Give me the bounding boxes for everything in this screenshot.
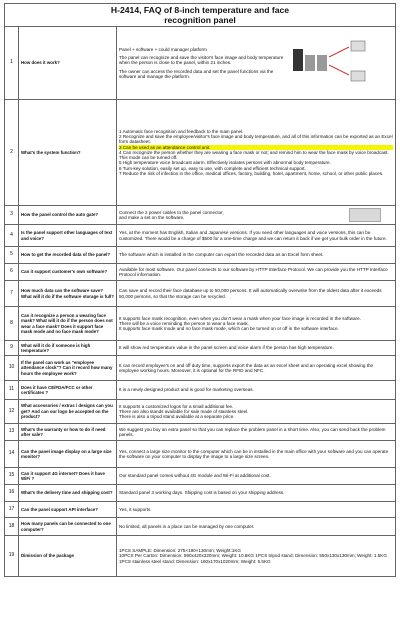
- row-number: 17: [5, 502, 19, 518]
- answer-line: There is also a tripod stand available at a separate price.: [119, 414, 235, 420]
- question: What will it do if someone is high temperature?: [19, 341, 117, 356]
- table-row: [5, 264, 396, 281]
- answer: Available for most software. Our panel connects to our software by HTTP Interface Protocol. We can provide you the HTTP Interface Protocol information.: [117, 264, 396, 281]
- question: How to get the recorded data of the panel?: [19, 247, 117, 264]
- question: Is the panel support other languages of text and voice?: [19, 225, 117, 247]
- question: Can it support 4G internet? Does it have WiFi ?: [19, 468, 117, 485]
- document-title: [4, 3, 396, 26]
- cloud-server-icon: [351, 71, 365, 81]
- question: How many panels can be connected to one computer?: [19, 518, 117, 536]
- title-line-1: H-2414, FAQ of 8-inch temperature and face: [110, 5, 290, 15]
- answer-line: 10PCS Per Carton: Dimension: 590x420x320mm; Weight: 10.6KG 1PCS tripod stand: Dimension: 550x130x130mm; Weight: 1.5KG: [119, 553, 387, 559]
- answer: It is a newly designed product and is good for marketing overseas.: [117, 381, 396, 400]
- table-row: [5, 356, 396, 381]
- gate-icon: [305, 55, 315, 71]
- answer-line: It supports face mask mode and no face mask mode, which can be turned on or off in the software interface.: [119, 326, 339, 332]
- table-row: [5, 400, 396, 424]
- table-row: [5, 341, 396, 356]
- answer: The software which is installed in the computer can export the recorded data as an Excel form sheet.: [117, 247, 396, 264]
- answer-line: 1 Automatic face recognition and feedback to the main panel.: [119, 129, 244, 135]
- faq-document: [4, 3, 396, 577]
- answer-line: 5 High temperature voice broadcast alarm. Effectively isolates persons with abnormal body temperature.: [119, 160, 331, 166]
- row-number: 11: [5, 381, 19, 400]
- answer-line: and make a set on the software.: [119, 215, 185, 220]
- table-row: [5, 247, 396, 264]
- table-row: [5, 518, 396, 536]
- question: Can it support customer's own software?: [19, 264, 117, 281]
- question: Can the panel image display on a large size monitor?: [19, 441, 117, 468]
- answer: Our standard panel comes without 4G module and Wi-Fi at additional cost.: [117, 468, 396, 485]
- computer-icon: [351, 41, 365, 51]
- row-number: 8: [5, 307, 19, 341]
- answer: [117, 206, 396, 225]
- answer-line-highlighted: 3 Can be used as an attendance control unit.: [119, 145, 393, 150]
- row-number: 9: [5, 341, 19, 356]
- answer: Standard panel 3 working days. Shipping cost is based on your shipping address.: [117, 485, 396, 502]
- row-number: 15: [5, 468, 19, 485]
- answer: Can save and record their face database up to 50,000 persons. It will automatically overwrite from the oldest data after it exceeds 50,000 persons, so that the storage can be recycled.: [117, 281, 396, 307]
- answer-line: 2 Recognize and save the employee/visitor's face image and body temperature, and all of this information can be exported as an Excel form datasheet.: [119, 134, 393, 145]
- arrow-line: [329, 65, 349, 75]
- row-number: 14: [5, 441, 19, 468]
- answer: [117, 27, 396, 100]
- answer: We suggest you buy an extra panel so that you can replace the problem panel in a short time. Also, you can send back the problem panels.: [117, 424, 396, 441]
- gate-icon: [317, 55, 327, 71]
- question: What's the system function?: [19, 100, 117, 206]
- answer-line: It supports a customized logos for a small additional fee.: [119, 403, 234, 409]
- table-row: [5, 485, 396, 502]
- power-cable-image: [349, 208, 381, 222]
- row-number: 5: [5, 247, 19, 264]
- answer-line: Connect the 2 power cables to the panel connector,: [119, 209, 224, 215]
- answer: It will show red temperature value in the panel screen and voice alarm if the person has high temperature.: [117, 341, 396, 356]
- question: What's the warranty or how to do if need after sale?: [19, 424, 117, 441]
- answer-line: There will be a voice reminding the person to wear a face mask.: [119, 320, 249, 326]
- question: Does it have CE/FDA/FCC or other certificates ?: [19, 381, 117, 400]
- answer: [117, 400, 396, 424]
- question: How does it work?: [19, 27, 117, 100]
- table-row: [5, 100, 396, 206]
- question: How the panel control the auto gate?: [19, 206, 117, 225]
- panel-device-icon: [293, 49, 303, 71]
- title-line-2: recognition panel: [164, 15, 236, 25]
- question: What's the delivery time and shipping cost?: [19, 485, 117, 502]
- question: Can it recognize a person a wearing face mask? What will it do if the person does not wear a face mask? Does it support face mask mode and no face mask mode?: [19, 307, 117, 341]
- row-number: 4: [5, 225, 19, 247]
- row-number: 18: [5, 518, 19, 536]
- row-number: 13: [5, 424, 19, 441]
- table-row: [5, 441, 396, 468]
- answer-line: Panel + software + could manager platform: [119, 46, 207, 52]
- row-number: 7: [5, 281, 19, 307]
- table-row: [5, 225, 396, 247]
- answer: Yes, connect a large size monitor to the computer which can be in installed in the main office with your software and you can operate the software on your computer to display the image to a large size screen.: [117, 441, 396, 468]
- faq-table: [4, 26, 396, 577]
- answer: Yes, at the moment has English, Italian and Japanese versions. If you need other languages and voice versions, this can be customized. There would be a charge of $500 for a one-time charge and we can return it back if we get your bulk order in the future.: [117, 225, 396, 247]
- table-row: [5, 536, 396, 577]
- answer-line: 1PCS stainless steel stand: Dimension: 160x170x1020mm; Weight: 5.5KG: [119, 558, 271, 564]
- answer: It can record employee's on and off duty time, supports export the data as an excel sheet and an operating excel showing the employee working hours. Moreover, it is optional for the RFID and NFC.: [117, 356, 396, 381]
- answer: Yes, it supports.: [117, 502, 396, 518]
- answer-line: 1PCS SAMPLE: Dimension: 275×190×130mm; Weight:1KG: [119, 548, 241, 554]
- row-number: 3: [5, 206, 19, 225]
- question: Can the panel support API interface?: [19, 502, 117, 518]
- row-number: 1: [5, 27, 19, 100]
- answer: [117, 307, 396, 341]
- answer-line: 4 Can recognize the person whether they are wearing a face mask or not; and remind him to wear the face mask by voice broadcast. This mode can be turned off.: [119, 149, 389, 161]
- answer-line: The owner can access the recorded data and set the panel functions via the software and manage the platform.: [119, 68, 274, 79]
- table-row: [5, 381, 396, 400]
- table-row: [5, 502, 396, 518]
- row-number: 19: [5, 536, 19, 577]
- answer: No limited, all panels in a place can be managed by one computer.: [117, 518, 396, 536]
- table-row: [5, 27, 396, 100]
- question: Dimission of the package: [19, 536, 117, 577]
- answer-line: 6 Turn-key solution, easily set up, easy to use, with complete and efficient technical support.: [119, 165, 306, 171]
- row-number: 16: [5, 485, 19, 502]
- table-row: [5, 307, 396, 341]
- arrow-line: [329, 47, 349, 57]
- table-row: [5, 281, 396, 307]
- row-number: 12: [5, 400, 19, 424]
- answer-line: 7 Reduce the risk of infection in the office, medical offices, factory, building, hotel, apartment, home, school, or other public places.: [119, 170, 384, 176]
- table-row: [5, 206, 396, 225]
- answer: [117, 100, 396, 206]
- row-number: 2: [5, 100, 19, 206]
- answer: [117, 536, 396, 577]
- question: If the panel can work as "employee attendance clock"? Can it record how many hours the employee work?: [19, 356, 117, 381]
- table-row: [5, 424, 396, 441]
- answer-line: There are also stands available for sale made of stainless steel.: [119, 408, 249, 414]
- row-number: 10: [5, 356, 19, 381]
- answer-line: The panel can recognize and save the visitor's face image and body temperature when the person is close to the panel, within 21 inches.: [119, 55, 284, 66]
- question: How much data can the software save? What will it do if the software storage is full?: [19, 281, 117, 307]
- table-row: [5, 468, 396, 485]
- answer-line: It supports face mask recognition, even when you don't wear a mask when your face image is recorded in the software.: [119, 315, 361, 321]
- question: What accessories / extras / designs can you get? And can our logo be accepted on the product?: [19, 400, 117, 424]
- row-number: 6: [5, 264, 19, 281]
- system-diagram: [291, 35, 391, 87]
